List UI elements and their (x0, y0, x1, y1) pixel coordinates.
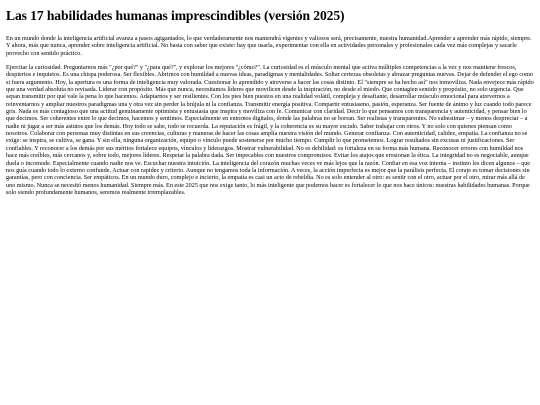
page-title: Las 17 habilidades humanas imprescindibles (versión 2025) (6, 8, 345, 23)
intro-paragraph: En un mundo donde la inteligencia artificial avanza a pasos agigantados, lo que verdaderamente nos mantendrá vigentes y valiosos será, precisamente, nuestra humanidad.Aprender a aprender más rápido, siempre. Y ahora, más que nunca, aprender sobre inteligencia artificial. No basta con saber que existe: hay que usarla, experimentar con ella en actividades personales y profesionales cada vez más complejas y sacarle provecho con sentido práctico. (6, 35, 532, 57)
body-paragraph: Ejercitar la curiosidad. Preguntarnos más "¿por qué?" y "¿para qué?", y explorar los mejores "¿cómo?". La curiosidad es el músculo mental que activa múltiples competencias a la vez y nos mantiene frescos, despiertos e inquietos. Es una chispa poderosa. Ser flexibles. Abrirnos con humildad a nuevas ideas, paradigmas y mentalidades. Soltar certezas obsoletas y abrazar preguntas nuevas. Dejar de defender el ego como si fuera argumento. Hoy, la apertura es una forma de inteligencia muy valorada. Cuestionar lo aprendido y atreverse a hacer las cosas distinto. El "siempre se ha hecho así" nos inmoviliza. Nada envejece más rápido que una verdad absoluta no revisada. Liderar con propósito. Más que nunca, necesitamos líderes que movilicen desde la inspiración, no desde el miedo. Que contagien sentido y propósito, no solo urgencia. Que sepan transmitir por qué vale la pena lo que hacemos. Adaptarnos y ser resilientes. Con los pies bien puestos en una realidad volátil, compleja y desafiante, desarrollar músculo emocional para atrevernos a reinventarnos y ampliar nuestros paradigmas una y otra vez sin perder la brújula ni la confianza. Transmitir energía positiva. Compartir entusiasmo, pasión, esperanza. Ser fuente de ánimo y luz cuando todo parece gris. Nada es más contagioso que una actitud genuinamente optimista y entusiasta que inspira y moviliza con fe. Comunicar con claridad. Decir lo que pensamos con transparencia y autenticidad, y pensar bien lo que decimos. Ser coherentes entre lo que decimos, hacemos y sentimos. Especialmente en entornos digitales, donde las palabras no se borran. Ser realistas y transparentes. No subestimar – y menos despreciar – a nadie ni jugar a ser más astutos que los demás. Hoy todo se sabe, todo se recuerda. La reputación es frágil, y la coherencia es su mayor escudo. Saber trabajar con otros. Y no solo con quienes piensan como nosotros. Colaborar con personas muy distintas en sus creencias, culturas y maneras de hacer las cosas amplía nuestra visión del mundo. Generar confianza. Con autenticidad, calidez, empatía. La confianza no se exige: se inspira, se cultiva, se gana. Y sin ella, ninguna organización, equipo o vínculo puede sostenerse por mucho tiempo. Cumplir lo que prometemos. Lograr resultados sin excusas ni justificaciones. Ser confiables. Y reconocer a los demás por sus méritos fortalece equipos, vínculos y liderazgos. Mostrar vulnerabilidad. No es debilidad: es fortaleza en su forma más humana. Reconocer errores con humildad nos hace más creíbles, más cercanos y, sobre todo, mejores líderes. Respetar la palabra dada. Ser impecables con nuestros compromisos. Evitar los atajos que erosionan la ética. La integridad no es negociable, aunque duela o incomode. Especialmente cuando nadie nos ve. Escuchar nuestra intuición. La inteligencia del corazón muchas veces ve más lejos que la razón. Confiar en esa voz interna – instinto les dicen algunos – que nos guía cuando todo lo externo confunde. Actuar con rapidez y criterio. Aunque no tengamos toda la información. A veces, la acción imperfecta es mejor que la parálisis perfecta. El coraje es tomar decisiones sin garantías, pero con conciencia. Ser empáticos. En un mundo duro, complejo e incierto, la empatía es casi un acto de rebeldía. No es solo entender al otro: es sentir con el otro, actuar por el otro, mirar más allá de uno mismo. Nunca se necesitó menos humanidad. Siempre más. En este 2025 que nos exige tanto, lo más inteligente que podemos hacer es fortalecer lo que nos hace únicos: nuestras habilidades humanas. Porque solo siendo profundamente humanos, seremos realmente irremplazables. (6, 64, 534, 196)
